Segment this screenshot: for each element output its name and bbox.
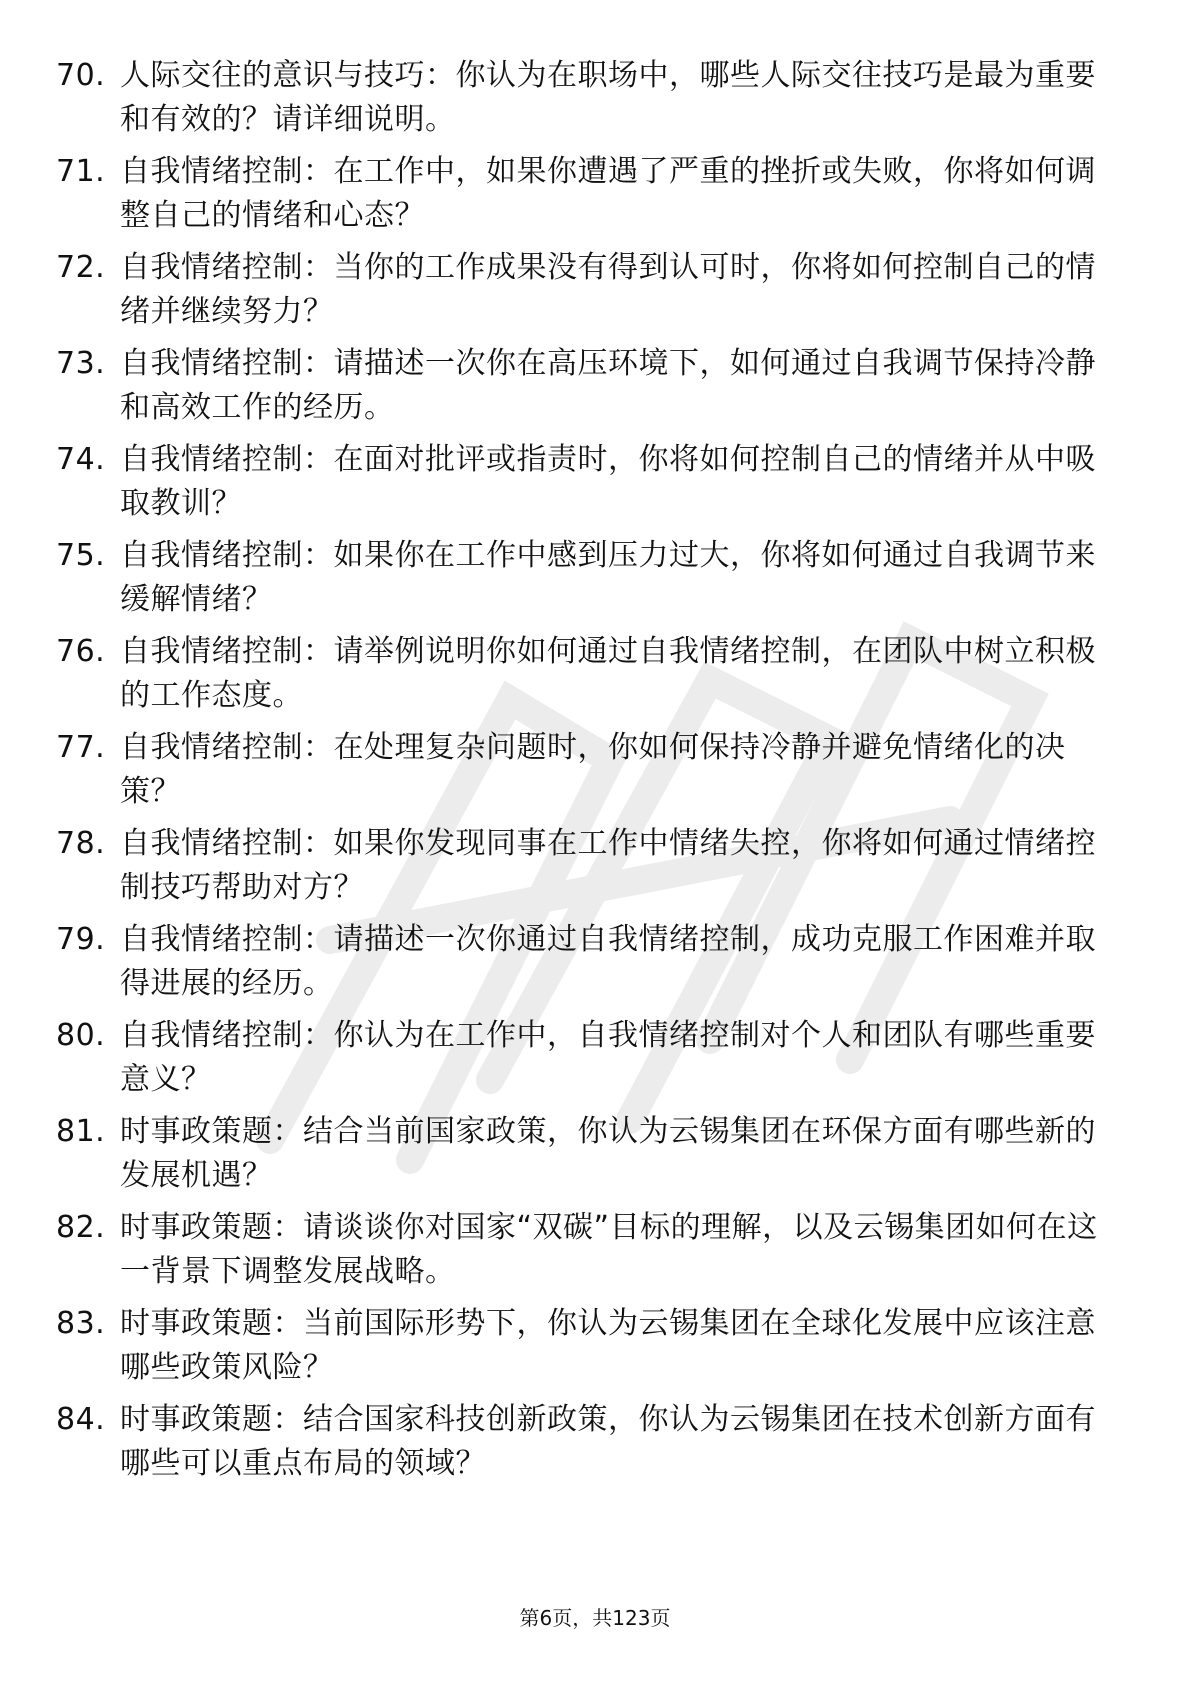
question-number: 82.: [56, 1210, 106, 1245]
question-item: [56, 438, 1120, 526]
question-text: 自我情绪控制：当你的工作成果没有得到认可时，你将如何控制自己的情绪并继续努力？: [120, 250, 1096, 329]
question-number: 81.: [56, 1114, 106, 1149]
question-item: [56, 1206, 1120, 1294]
question-text: 自我情绪控制：在面对批评或指责时，你将如何控制自己的情绪并从中吸取教训？: [120, 442, 1096, 521]
question-text: 自我情绪控制：如果你发现同事在工作中情绪失控，你将如何通过情绪控制技巧帮助对方？: [120, 826, 1096, 905]
question-text: 时事政策题：当前国际形势下，你认为云锡集团在全球化发展中应该注意哪些政策风险？: [120, 1306, 1096, 1385]
question-text: 自我情绪控制：你认为在工作中，自我情绪控制对个人和团队有哪些重要意义？: [120, 1018, 1096, 1097]
question-item: [56, 534, 1120, 622]
question-item: [56, 1014, 1120, 1102]
question-number: 71.: [56, 154, 106, 189]
question-number: 75.: [56, 538, 106, 573]
question-number: 78.: [56, 826, 106, 861]
question-text: 时事政策题：请谈谈你对国家“双碳”目标的理解，以及云锡集团如何在这一背景下调整发展战略。: [120, 1210, 1098, 1289]
question-item: [56, 630, 1120, 718]
question-number: 80.: [56, 1018, 106, 1053]
question-text: 自我情绪控制：如果你在工作中感到压力过大，你将如何通过自我调节来缓解情绪？: [120, 538, 1096, 617]
question-number: 84.: [56, 1402, 106, 1437]
question-item: [56, 822, 1120, 910]
question-text: 自我情绪控制：在工作中，如果你遭遇了严重的挫折或失败，你将如何调整自己的情绪和心态？: [120, 154, 1096, 233]
page-number-label: 第6页，共123页: [519, 1606, 671, 1630]
question-number: 83.: [56, 1306, 106, 1341]
question-item: [56, 150, 1120, 238]
question-item: [56, 342, 1120, 430]
question-text: 自我情绪控制：请描述一次你通过自我情绪控制，成功克服工作困难并取得进展的经历。: [120, 922, 1096, 1001]
question-item: [56, 918, 1120, 1006]
question-number: 74.: [56, 442, 106, 477]
question-text: 时事政策题：结合当前国家政策，你认为云锡集团在环保方面有哪些新的发展机遇？: [120, 1114, 1096, 1193]
question-item: [56, 1110, 1120, 1198]
question-text: 自我情绪控制：在处理复杂问题时，你如何保持冷静并避免情绪化的决策？: [120, 730, 1066, 809]
question-item: [56, 246, 1120, 334]
question-number: 79.: [56, 922, 106, 957]
question-text: 人际交往的意识与技巧：你认为在职场中，哪些人际交往技巧是最为重要和有效的？请详细说明。: [120, 58, 1096, 137]
question-text: 自我情绪控制：请描述一次你在高压环境下，如何通过自我调节保持冷静和高效工作的经历。: [120, 346, 1096, 425]
question-item: [56, 1398, 1120, 1486]
question-text: 自我情绪控制：请举例说明你如何通过自我情绪控制，在团队中树立积极的工作态度。: [120, 634, 1096, 713]
question-list: [56, 54, 1120, 1494]
question-text: 时事政策题：结合国家科技创新政策，你认为云锡集团在技术创新方面有哪些可以重点布局的领域？: [120, 1402, 1096, 1481]
question-item: [56, 54, 1120, 142]
question-item: [56, 726, 1120, 814]
question-item: [56, 1302, 1120, 1390]
question-number: 73.: [56, 346, 106, 381]
question-number: 70.: [56, 58, 106, 93]
page-footer: [0, 1604, 1190, 1632]
question-number: 77.: [56, 730, 106, 765]
question-number: 76.: [56, 634, 106, 669]
question-number: 72.: [56, 250, 106, 285]
